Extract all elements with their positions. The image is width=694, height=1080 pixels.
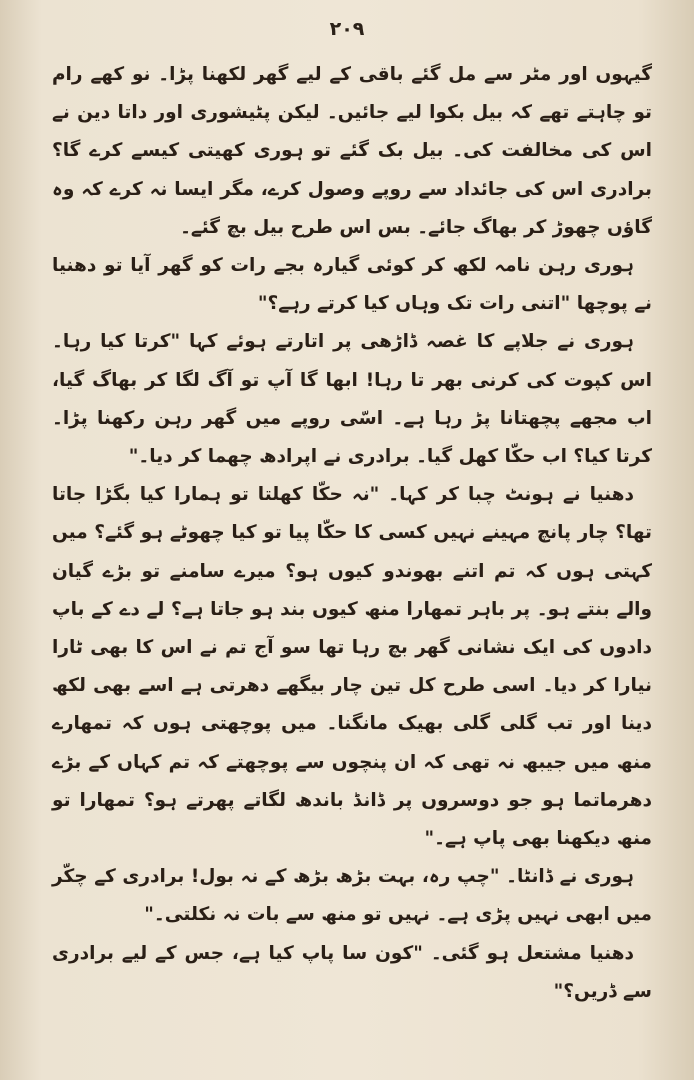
paragraph: گیہوں اور مٹر سے مل گئے باقی کے لیے گھر لکھنا پڑا۔ نو کھے رام تو چاہتے تھے کہ بیل بکوا لیے جائیں۔ لیکن پٹیشوری اور داتا دین نے اس کی مخالفت کی۔ بیل بک گئے تو ہوری کھیتی کیسے کرے گا؟ برادری اس کی جائداد سے روپے وصول کرے، مگر ایسا نہ کرے کہ وہ گاؤں چھوڑ کر بھاگ جائے۔ بس اس طرح بیل بچ گئے۔: [52, 64, 652, 238]
paragraph: دھنیا مشتعل ہو گئی۔ "کون سا پاپ کیا ہے، جس کے لیے برادری سے ڈریں؟": [52, 942, 652, 1002]
paragraph: ہوری نے ڈانٹا۔ "چپ رہ، بہت بڑھ بڑھ کے نہ بول! برادری کے چکّر میں ابھی نہیں پڑی ہے۔ نہیں تو منھ سے بات نہ نکلتی۔": [52, 866, 652, 926]
paragraph: ہوری نے جلاپے کا غصہ ڈاڑھی پر اتارتے ہوئے کہا "کرتا کیا رہا۔ اس کپوت کی کرنی بھر تا رہا! ابھا گا آپ تو آگ لگا کر بھاگ گیا، اب مجھے پچھتانا پڑ رہا ہے۔ اسّی روپے میں گھر رہن رکھنا پڑا۔ کرتا کیا؟ اب حکّا کھل گیا۔ برادری نے اپرادھ چھما کر دیا۔": [52, 331, 652, 468]
paragraph: ہوری رہن نامہ لکھ کر کوئی گیارہ بجے رات کو گھر آیا تو دھنیا نے پوچھا "اتنی رات تک وہاں کیا کرتے رہے؟": [52, 255, 652, 315]
page-body: [52, 56, 652, 1011]
paragraph: دھنیا نے ہونٹ چبا کر کہا۔ "نہ حکّا کھلتا تو ہمارا کیا بگڑا جاتا تھا؟ چار پانچ مہینے نہیں کسی کا حکّا پیا تو کیا چھوٹے ہو گئے؟ میں کہتی ہوں کہ تم اتنے بھوندو کیوں ہو؟ میرے سامنے تو بڑے گیان والے بنتے ہو۔ پر باہر تمھارا منھ کیوں بند ہو جاتا ہے؟ لے دے کے باپ دادوں کی ایک نشانی گھر بچ رہا تھا سو آج تم نے اس کا بھی ٹارا نیارا کر دیا۔ اسی طرح کل تین چار بیگھے دھرتی ہے اسے بھی لکھ دینا اور تب گلی گلی بھیک مانگنا۔ میں پوچھتی ہوں کہ تمھارے منھ میں جیبھ نہ تھی کہ ان پنچوں سے پوچھتے کہ تم کہاں کے بڑے دھرماتما ہو جو دوسروں پر ڈانڈ باندھ لگاتے پھرتے ہو؟ تمھارا تو منھ دیکھنا بھی پاپ ہے۔": [52, 484, 652, 850]
page-number: ۲۰۹: [329, 18, 365, 40]
